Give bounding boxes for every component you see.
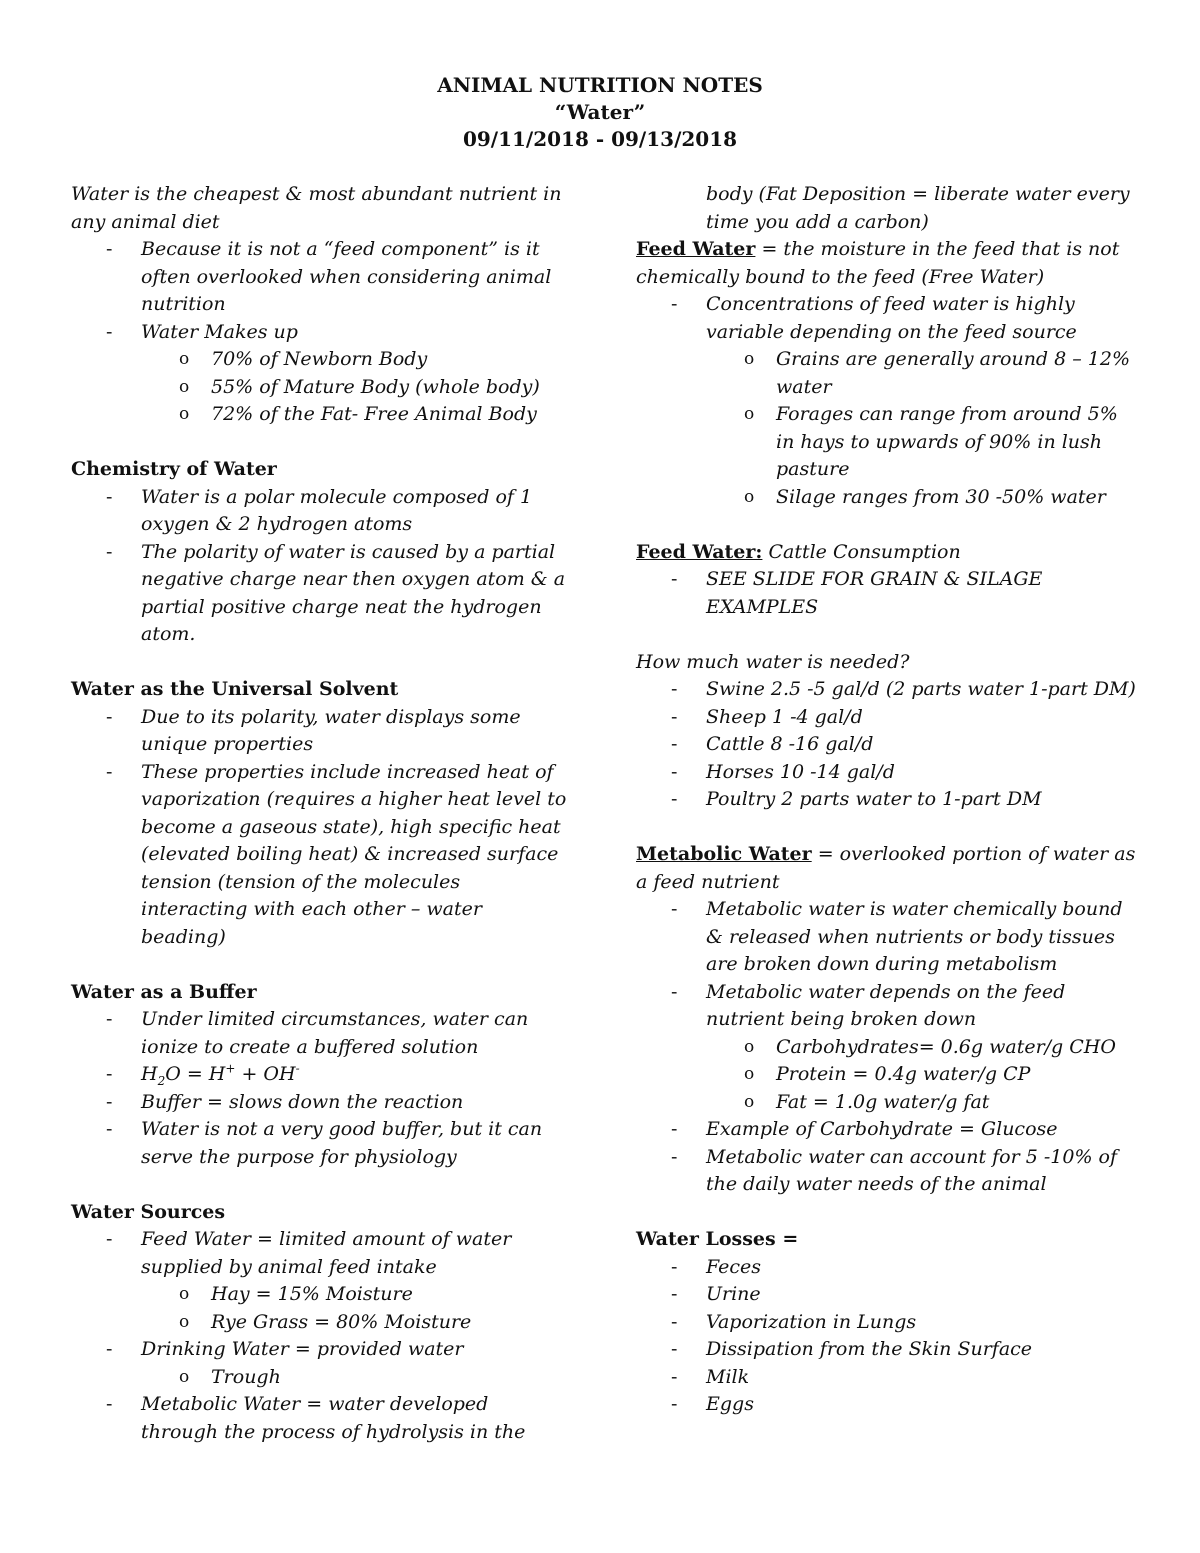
sub-list-item: o Carbohydrates= 0.6g water/g CHO: [636, 1034, 1136, 1062]
sub-list-item: o 72% of the Fat- Free Animal Body: [71, 401, 571, 429]
list-item: - The polarity of water is caused by a partial negative charge near then oxygen atom & a partial positive charge neat the hydrogen atom.: [106, 540, 566, 645]
cattle-consumption-heading: Feed Water: Cattle Consumption: [636, 540, 961, 563]
dash-bullet: -: [671, 705, 678, 728]
list-item: - Water is a polar molecule composed of 1 oxygen & 2 hydrogen atoms: [106, 485, 533, 535]
equation-item: [71, 1061, 571, 1089]
circle-bullet: o: [744, 1064, 755, 1084]
circle-bullet: o: [179, 1366, 190, 1387]
section-heading-buffer: Water as a Buffer: [71, 980, 257, 1003]
list-item: - Metabolic water is water chemically bound & released when nutrients or body tissues are broken down during metabolism: [671, 898, 1123, 975]
circle-bullet: o: [744, 404, 755, 424]
dash-bullet: -: [671, 788, 678, 810]
equation: $H_2O = H^+ + OH^-$: [141, 1061, 300, 1088]
dash-bullet: -: [106, 238, 113, 260]
feed-water-definition: Feed Water = the moisture in the feed that is not chemically bound to the feed (Free Water): [636, 238, 1120, 288]
list-item: - SEE SLIDE FOR GRAIN & SILAGE EXAMPLES: [671, 568, 1043, 618]
list-item: - Poultry 2 parts water to 1-part DM: [636, 786, 1136, 814]
dash-bullet: -: [106, 1338, 113, 1360]
section-heading-water-losses: Water Losses =: [636, 1228, 799, 1250]
dash-bullet: -: [106, 1393, 113, 1415]
list-item: - Metabolic water can account for 5 -10% of the daily water needs of the animal: [671, 1145, 1118, 1195]
list-item: - Drinking Water = provided water: [71, 1336, 571, 1364]
list-item: - Because it is not a “feed component” is it often overlooked when considering animal nutrition: [106, 238, 552, 315]
list-item: - Buffer = slows down the reaction: [71, 1089, 571, 1117]
dash-bullet: -: [671, 293, 678, 315]
list-item: - Water is not a very good buffer, but it can serve the purpose for physiology: [106, 1118, 543, 1168]
dash-bullet: -: [671, 1393, 678, 1415]
continued-text: body (Fat Deposition = liberate water every time you add a carbon): [706, 183, 1130, 233]
list-item: - Metabolic water depends on the feed nutrient being broken down: [671, 980, 1066, 1030]
dash-bullet: -: [671, 1365, 678, 1388]
dash-bullet: -: [106, 1063, 113, 1085]
list-item: - Metabolic Water = water developed through the process of hydrolysis in the: [106, 1393, 526, 1443]
list-item: - Under limited circumstances, water can ionize to create a buffered solution: [106, 1008, 529, 1058]
circle-bullet: o: [179, 1311, 190, 1332]
sub-list-item: o 70% of Newborn Body: [71, 346, 571, 374]
sub-list-item: o Silage ranges from 30 -50% water: [636, 484, 1136, 512]
list-item: - Example of Carbohydrate = Glucose: [636, 1116, 1136, 1144]
circle-bullet: o: [179, 1284, 190, 1304]
dash-bullet: -: [106, 1228, 113, 1250]
dash-bullet: -: [671, 678, 678, 700]
section-heading-solvent: Water as the Universal Solvent: [71, 678, 399, 700]
metabolic-water-definition: Metabolic Water = overlooked portion of water as a feed nutrient: [636, 843, 1136, 893]
list-item: - Water Makes up: [71, 319, 571, 347]
dash-bullet: -: [106, 540, 113, 563]
term-feed-water-colon: Feed Water:: [636, 540, 763, 563]
sub-list-item: o Grains are generally around 8 – 12% water: [744, 348, 1131, 398]
circle-bullet: o: [744, 349, 755, 369]
sub-list-item: o Fat = 1.0g water/g fat: [636, 1089, 1136, 1117]
dash-bullet: -: [106, 1008, 113, 1030]
list-item: - Horses 10 -14 gal/d: [636, 759, 1136, 787]
document-subtitle: “Water”: [554, 100, 646, 124]
list-item: - Vaporization in Lungs: [636, 1309, 1136, 1337]
dash-bullet: -: [671, 568, 678, 590]
intro-paragraph: Water is the cheapest & most abundant nutrient in any animal diet: [71, 183, 562, 233]
dash-bullet: -: [106, 1090, 113, 1113]
document-dates: 09/11/2018 - 09/13/2018: [462, 127, 738, 151]
dash-bullet: -: [106, 705, 113, 728]
section-heading-sources: Water Sources: [71, 1200, 226, 1223]
dash-bullet: -: [671, 980, 678, 1003]
list-item: - These properties include increased heat of vaporization (requires a higher heat level to become a gaseous state), high specific heat (elevated boiling heat) & increased surface tension (tension of the molecules interacting with each other – water beading): [106, 760, 567, 948]
circle-bullet: o: [744, 486, 755, 507]
sub-list-item: o Hay = 15% Moisture: [71, 1281, 571, 1309]
left-column: [71, 181, 571, 1446]
circle-bullet: o: [179, 404, 190, 424]
sub-list-item: o Rye Grass = 80% Moisture: [71, 1309, 571, 1337]
dash-bullet: -: [671, 1310, 678, 1333]
list-item: - Eggs: [636, 1391, 1136, 1419]
dash-bullet: -: [671, 1283, 678, 1305]
water-needed-question: How much water is needed?: [636, 650, 910, 673]
dash-bullet: -: [671, 1338, 678, 1360]
list-item: - Feces: [636, 1254, 1136, 1282]
dash-bullet: -: [671, 1255, 678, 1278]
list-item: - Dissipation from the Skin Surface: [636, 1336, 1136, 1364]
sub-list-item: o Forages can range from around 5% in hays to upwards of 90% in lush pasture: [744, 403, 1118, 480]
term-metabolic-water: Metabolic Water: [636, 843, 812, 865]
list-item: - Swine 2.5 -5 gal/d (2 parts water 1-part DM): [636, 676, 1136, 704]
dash-bullet: -: [106, 320, 113, 343]
dash-bullet: -: [671, 733, 678, 755]
circle-bullet: o: [744, 1036, 755, 1057]
document-title: ANIMAL NUTRITION NOTES: [437, 73, 763, 97]
section-heading-chemistry: Chemistry of Water: [71, 458, 277, 480]
list-item: - Due to its polarity, water displays some unique properties: [106, 705, 521, 755]
circle-bullet: o: [179, 376, 190, 397]
sub-list-item: o 55% of Mature Body (whole body): [71, 374, 571, 402]
dash-bullet: -: [671, 1145, 678, 1168]
list-item: - Cattle 8 -16 gal/d: [636, 731, 1136, 759]
dash-bullet: -: [106, 760, 113, 783]
dash-bullet: -: [671, 898, 678, 920]
dash-bullet: -: [106, 485, 113, 508]
list-item: - Sheep 1 -4 gal/d: [636, 704, 1136, 732]
term-feed-water: Feed Water: [636, 238, 756, 260]
sub-list-item: o Protein = 0.4g water/g CP: [636, 1061, 1136, 1089]
right-column: [636, 181, 1136, 1419]
circle-bullet: o: [744, 1091, 755, 1112]
list-item: - Milk: [636, 1364, 1136, 1392]
document-header: [0, 72, 1200, 153]
circle-bullet: o: [179, 349, 190, 369]
dash-bullet: -: [671, 1118, 678, 1140]
list-item: - Urine: [636, 1281, 1136, 1309]
dash-bullet: -: [106, 1118, 113, 1140]
list-item: - Concentrations of feed water is highly variable depending on the feed source: [671, 293, 1077, 343]
sub-list-item: o Trough: [71, 1364, 571, 1392]
dash-bullet: -: [671, 760, 678, 783]
list-item: - Feed Water = limited amount of water supplied by animal feed intake: [106, 1228, 512, 1278]
